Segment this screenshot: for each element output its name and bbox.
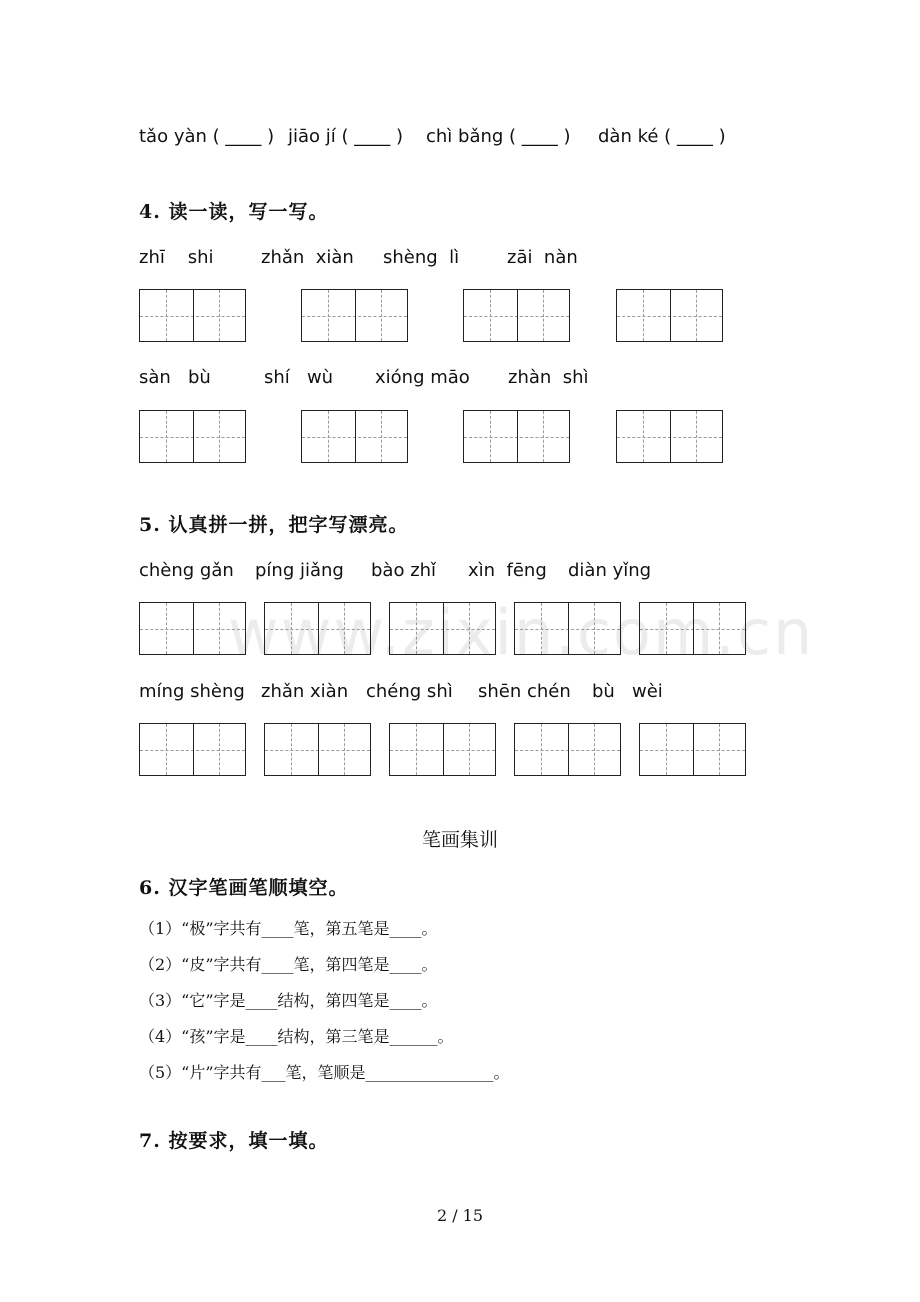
pinyin-label: zhǎn xiàn <box>261 247 354 268</box>
q4-heading: 4. 读一读，写一写。 <box>139 201 329 223</box>
pinyin-label: zhī shi <box>139 247 214 268</box>
pinyin-label: sàn bù <box>139 367 211 388</box>
q6-item: （3）“它”字是____结构，第四笔是____。 <box>139 991 438 1010</box>
q3-item: dàn ké ( ____ ) <box>598 126 726 147</box>
pinyin-label: píng jiǎng <box>255 560 344 581</box>
q7-heading: 7. 按要求，填一填。 <box>139 1130 329 1152</box>
pinyin-label: chèng gǎn <box>139 560 234 581</box>
watermark: www.zixin.com.cn <box>228 596 815 669</box>
q3-item: tǎo yàn ( ____ ) <box>139 126 275 147</box>
q6-item: （4）“孩”字是____结构，第三笔是______。 <box>139 1027 454 1046</box>
writing-grid[interactable] <box>389 723 496 776</box>
pinyin-label: bù wèi <box>592 681 663 702</box>
pinyin-label: zhàn shì <box>508 367 589 388</box>
q6-item: （1）“极”字共有____笔，第五笔是____。 <box>139 919 438 938</box>
writing-grid[interactable] <box>639 602 746 655</box>
writing-grid[interactable] <box>301 410 408 463</box>
writing-grid[interactable] <box>139 289 246 342</box>
pinyin-label: shēn chén <box>478 681 571 702</box>
q3-item: jiāo jí ( ____ ) <box>288 126 403 147</box>
pinyin-label: zāi nàn <box>507 247 578 268</box>
pinyin-label: bào zhǐ <box>371 560 437 581</box>
pinyin-label: xióng māo <box>375 367 470 388</box>
section-title: 笔画集训 <box>421 829 498 851</box>
pinyin-label: chéng shì <box>366 681 453 702</box>
pinyin-label: zhǎn xiàn <box>261 681 349 702</box>
q3-item: chì bǎng ( ____ ) <box>426 126 571 147</box>
writing-grid[interactable] <box>514 723 621 776</box>
writing-grid[interactable] <box>389 602 496 655</box>
writing-grid[interactable] <box>139 602 246 655</box>
writing-grid[interactable] <box>639 723 746 776</box>
writing-grid[interactable] <box>139 410 246 463</box>
q6-item: （2）“皮”字共有____笔，第四笔是____。 <box>139 955 438 974</box>
pinyin-label: shèng lì <box>383 247 460 268</box>
q6-heading: 6. 汉字笔画笔顺填空。 <box>139 877 349 899</box>
writing-grid[interactable] <box>463 410 570 463</box>
page-number: 2 / 15 <box>436 1206 484 1225</box>
writing-grid[interactable] <box>301 289 408 342</box>
pinyin-label: shí wù <box>264 367 334 388</box>
writing-grid[interactable] <box>616 410 723 463</box>
pinyin-label: míng shèng <box>139 681 245 702</box>
writing-grid[interactable] <box>264 723 371 776</box>
q5-heading: 5. 认真拼一拼，把字写漂亮。 <box>139 514 409 536</box>
q6-item: （5）“片”字共有___笔，笔顺是________________。 <box>139 1063 510 1082</box>
writing-grid[interactable] <box>463 289 570 342</box>
writing-grid[interactable] <box>514 602 621 655</box>
writing-grid[interactable] <box>616 289 723 342</box>
pinyin-label: diàn yǐng <box>568 560 652 581</box>
pinyin-label: xìn fēng <box>468 560 547 581</box>
writing-grid[interactable] <box>264 602 371 655</box>
writing-grid[interactable] <box>139 723 246 776</box>
